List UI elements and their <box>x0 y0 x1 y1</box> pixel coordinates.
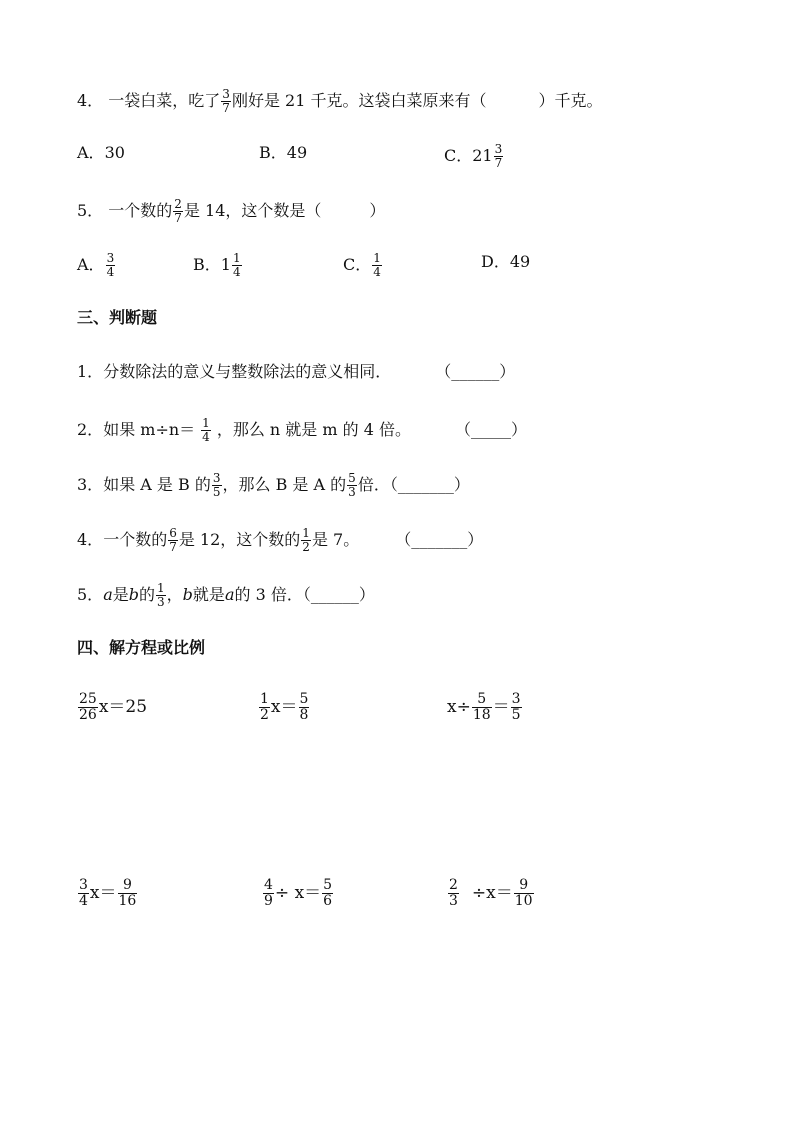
question-4 <box>77 88 603 115</box>
section-3-title: 三、判断题 <box>77 308 158 327</box>
answer-blank[interactable]: （_____） <box>455 420 528 439</box>
answer-blank[interactable]: （______） <box>302 585 375 604</box>
fraction: $\frac{1}{3}$ <box>157 581 165 609</box>
equation-3: x÷ $\frac{5}{18}$ ＝ $\frac{3}{5}$ <box>447 691 521 723</box>
option-c[interactable]: C．21 $\frac{3}{7}$ <box>444 142 503 170</box>
section-4-title: 四、解方程或比例 <box>77 638 206 657</box>
judge-item-1: 1．分数除法的意义与整数除法的意义相同． （______） <box>77 362 516 381</box>
question-text: 一袋白菜，吃了 <box>108 91 221 110</box>
judge-item-3: 3．如果 A 是 B 的 $\frac{3}{5}$ ，那么 B 是 A 的 $\frac{5}{3}$ 倍．（_______） <box>77 471 470 499</box>
fraction: $\frac{1}{4}$ <box>232 251 241 279</box>
question-text: 刚好是 21 千克。这袋白菜原来有（ <box>231 91 487 110</box>
fraction: $\frac{3}{5}$ <box>212 471 221 499</box>
question-text: 是 14，这个数是（ <box>183 201 322 220</box>
equation-6: $\frac{2}{3}$ ÷x＝ $\frac{9}{10}$ <box>449 877 533 909</box>
question-5 <box>77 198 385 225</box>
option-b[interactable]: B．1 $\frac{1}{4}$ <box>193 251 241 279</box>
option-c[interactable]: C． $\frac{1}{4}$ <box>343 251 381 279</box>
fraction: $\frac{3}{7}$ <box>494 142 503 170</box>
answer-blank[interactable]: （_______） <box>389 475 470 494</box>
fraction: $\frac{1}{4}$ <box>202 416 210 444</box>
fraction: $\frac{1}{4}$ <box>373 251 381 279</box>
equation-4: $\frac{3}{4}$ x＝ $\frac{9}{16}$ <box>79 877 137 909</box>
option-d[interactable]: D．49 <box>481 252 531 271</box>
fraction: $\frac{5}{3}$ <box>348 471 356 499</box>
fraction: $\frac{6}{7}$ <box>169 526 177 554</box>
question-text: 一个数的 <box>108 201 173 220</box>
question-text: ）千克。 <box>538 91 603 110</box>
judge-item-2: 2．如果 m÷n＝ $\frac{1}{4}$ ，那么 n 就是 m 的 4 倍。 （_____） <box>77 416 528 444</box>
equation-5: $\frac{4}{9}$ ÷ x＝ $\frac{5}{6}$ <box>264 877 333 909</box>
fraction: $\frac{3}{4}$ <box>106 251 115 279</box>
question-number: 5． <box>77 201 104 220</box>
question-number: 4． <box>77 91 104 110</box>
equation-2: $\frac{1}{2}$ x＝ $\frac{5}{8}$ <box>260 691 309 723</box>
fraction: $\frac{2}{7}$ <box>174 197 182 225</box>
judge-item-4: 4．一个数的 $\frac{6}{7}$ 是 12，这个数的 $\frac{1}{2}$ 是 7。 （_______） <box>77 526 484 554</box>
question-text: ） <box>369 201 386 220</box>
fraction: $\frac{3}{7}$ <box>222 87 230 115</box>
judge-item-5: 5．a是b的 $\frac{1}{3}$ ，b就是a的 3 倍．（______） <box>77 581 375 609</box>
option-b[interactable]: B．49 <box>259 143 308 162</box>
option-a[interactable]: A．30 <box>77 143 125 162</box>
fraction: $\frac{1}{2}$ <box>302 526 310 554</box>
equation-1: $\frac{25}{26}$ x＝25 <box>79 691 148 723</box>
answer-blank[interactable]: （_______） <box>395 530 484 549</box>
answer-blank[interactable]: （______） <box>435 362 516 381</box>
option-a[interactable]: A． $\frac{3}{4}$ <box>77 251 115 279</box>
